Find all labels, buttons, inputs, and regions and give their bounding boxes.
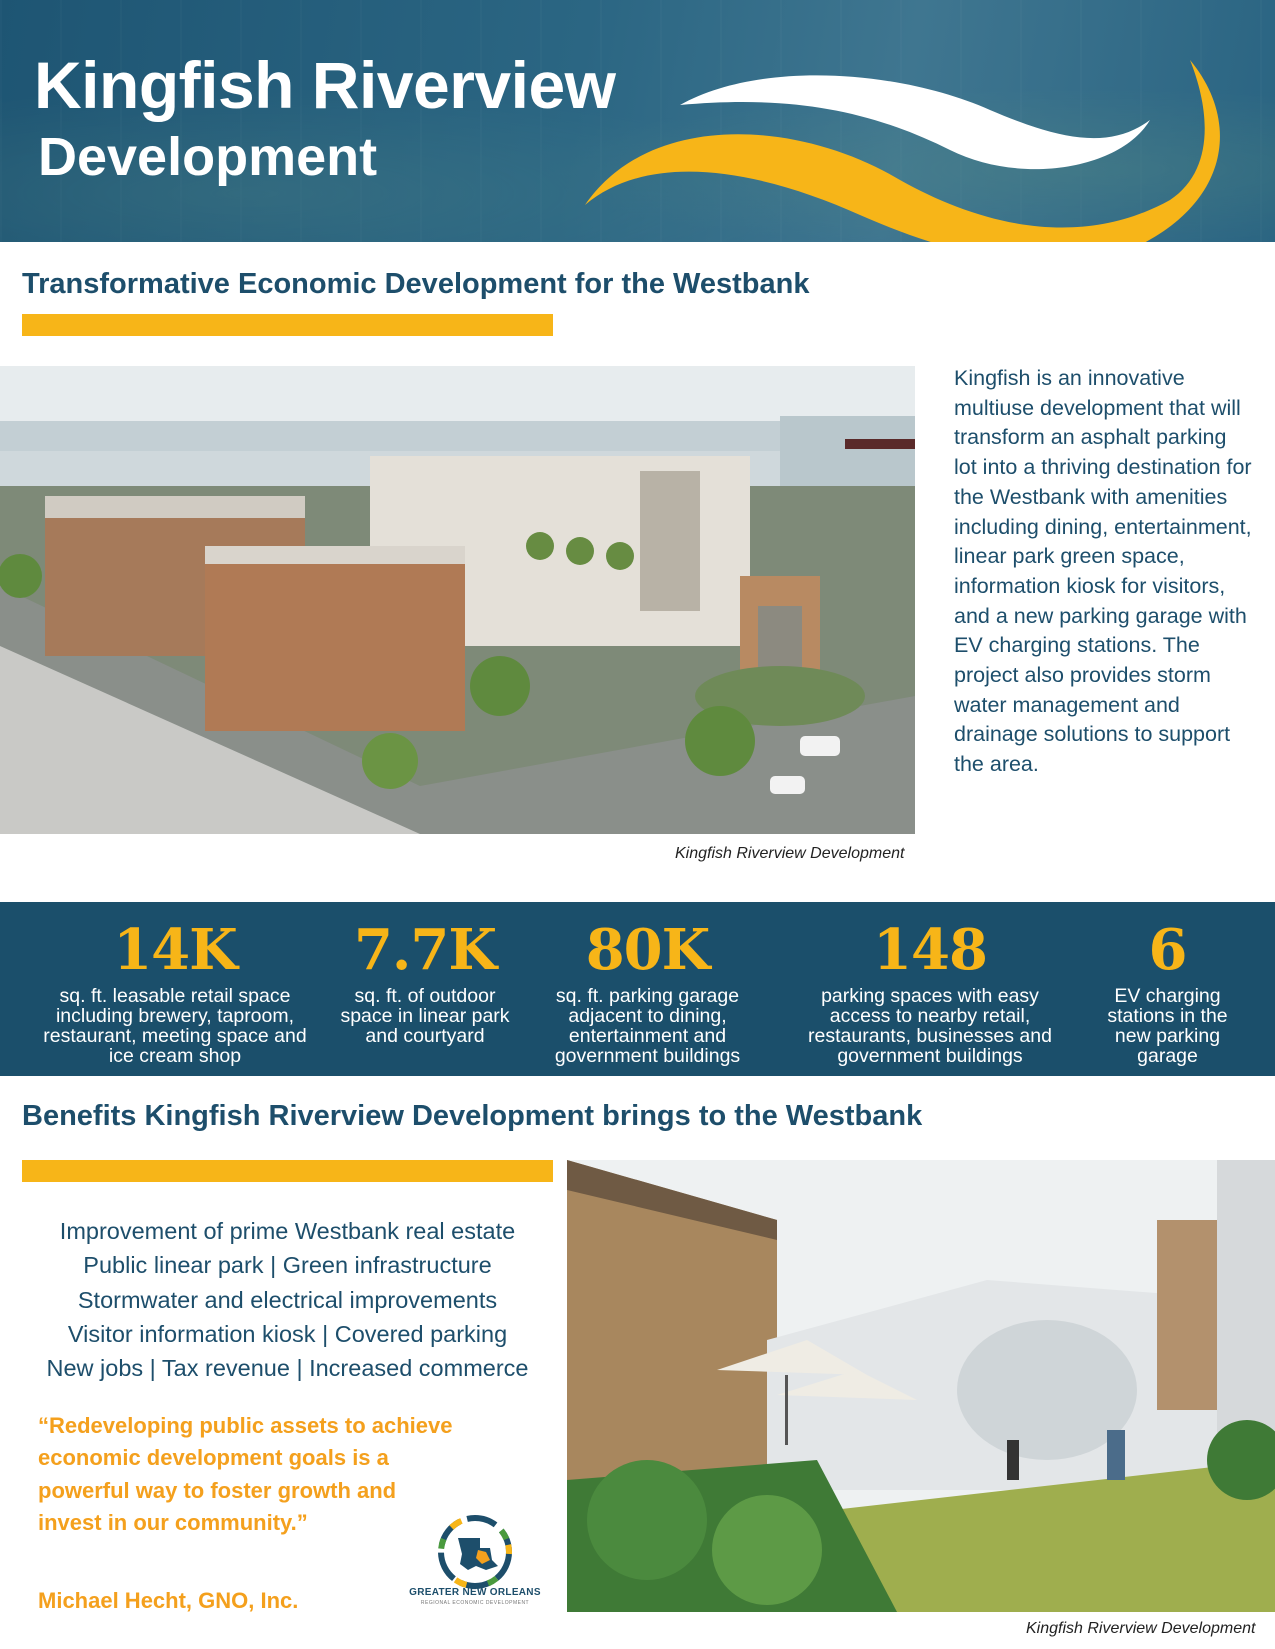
stat-value: 80K bbox=[585, 917, 710, 983]
heading-underline-bar bbox=[22, 1160, 553, 1182]
benefits-list bbox=[0, 1214, 575, 1385]
section-heading-economic: Transformative Economic Development for the Westbank bbox=[22, 268, 810, 300]
stat-value: 148 bbox=[873, 917, 987, 983]
stat-description: parking spaces with easy access to nearby retail, restaurants, businesses and government buildings bbox=[808, 985, 1052, 1067]
stat-item bbox=[790, 902, 1070, 1066]
stat-description: EV charging stations in the new parking garage bbox=[1107, 985, 1228, 1067]
section-heading-benefits: Benefits Kingfish Riverview Development brings to the Westbank bbox=[22, 1100, 923, 1132]
stat-item bbox=[540, 902, 755, 1066]
page-title: Kingfish Riverview bbox=[34, 48, 616, 122]
benefit-item: Stormwater and electrical improvements bbox=[77, 1286, 498, 1313]
quote-attribution: Michael Hecht, GNO, Inc. bbox=[38, 1588, 299, 1613]
hero-image-caption: Kingfish Riverview Development bbox=[675, 845, 905, 862]
intro-paragraph: Kingfish is an innovative multiuse development that will transform an asphalt parking lot into a thriving destination for the Westbank with amenities including dining, entertainment, linear park green space, information kiosk for visitors, and a new parking garage with EV charging stations. The project also provides storm water management and drainage solutions to support the area. bbox=[954, 366, 1252, 777]
aerial-rendering-image bbox=[0, 366, 915, 834]
stat-item bbox=[40, 902, 310, 1066]
benefit-item: Visitor information kiosk | Covered parking bbox=[67, 1320, 508, 1347]
stat-item bbox=[340, 902, 510, 1046]
benefit-item: New jobs | Tax revenue | Increased commerce bbox=[46, 1355, 529, 1382]
stat-description: sq. ft. leasable retail space including brewery, taproom, restaurant, meeting space and ice cream shop bbox=[43, 985, 307, 1067]
stat-value: 6 bbox=[1148, 917, 1187, 983]
pull-quote: “Redeveloping public assets to achieve economic development goals is a powerful way to foster growth and invest in our community.” bbox=[38, 1413, 453, 1536]
header-banner bbox=[0, 0, 1275, 242]
stat-item bbox=[1095, 902, 1240, 1066]
stats-band bbox=[0, 902, 1275, 1076]
courtyard-rendering-image bbox=[567, 1160, 1275, 1612]
benefit-item: Improvement of prime Westbank real estate bbox=[59, 1218, 516, 1244]
courtyard-image-caption: Kingfish Riverview Development bbox=[1026, 1620, 1256, 1637]
stat-description: sq. ft. parking garage adjacent to dining, entertainment and government buildings bbox=[554, 985, 741, 1067]
stat-description: sq. ft. of outdoor space in linear park and courtyard bbox=[340, 985, 510, 1047]
stat-value: 14K bbox=[113, 917, 237, 983]
logo-text: GREATER NEW ORLEANS bbox=[409, 1587, 541, 1598]
logo-subtext: REGIONAL ECONOMIC DEVELOPMENT bbox=[420, 1600, 530, 1606]
heading-underline-bar bbox=[22, 314, 553, 336]
page-title-line2: Development bbox=[38, 127, 378, 187]
stat-value: 7.7K bbox=[353, 917, 497, 983]
benefit-item: Public linear park | Green infrastructure bbox=[83, 1252, 492, 1279]
